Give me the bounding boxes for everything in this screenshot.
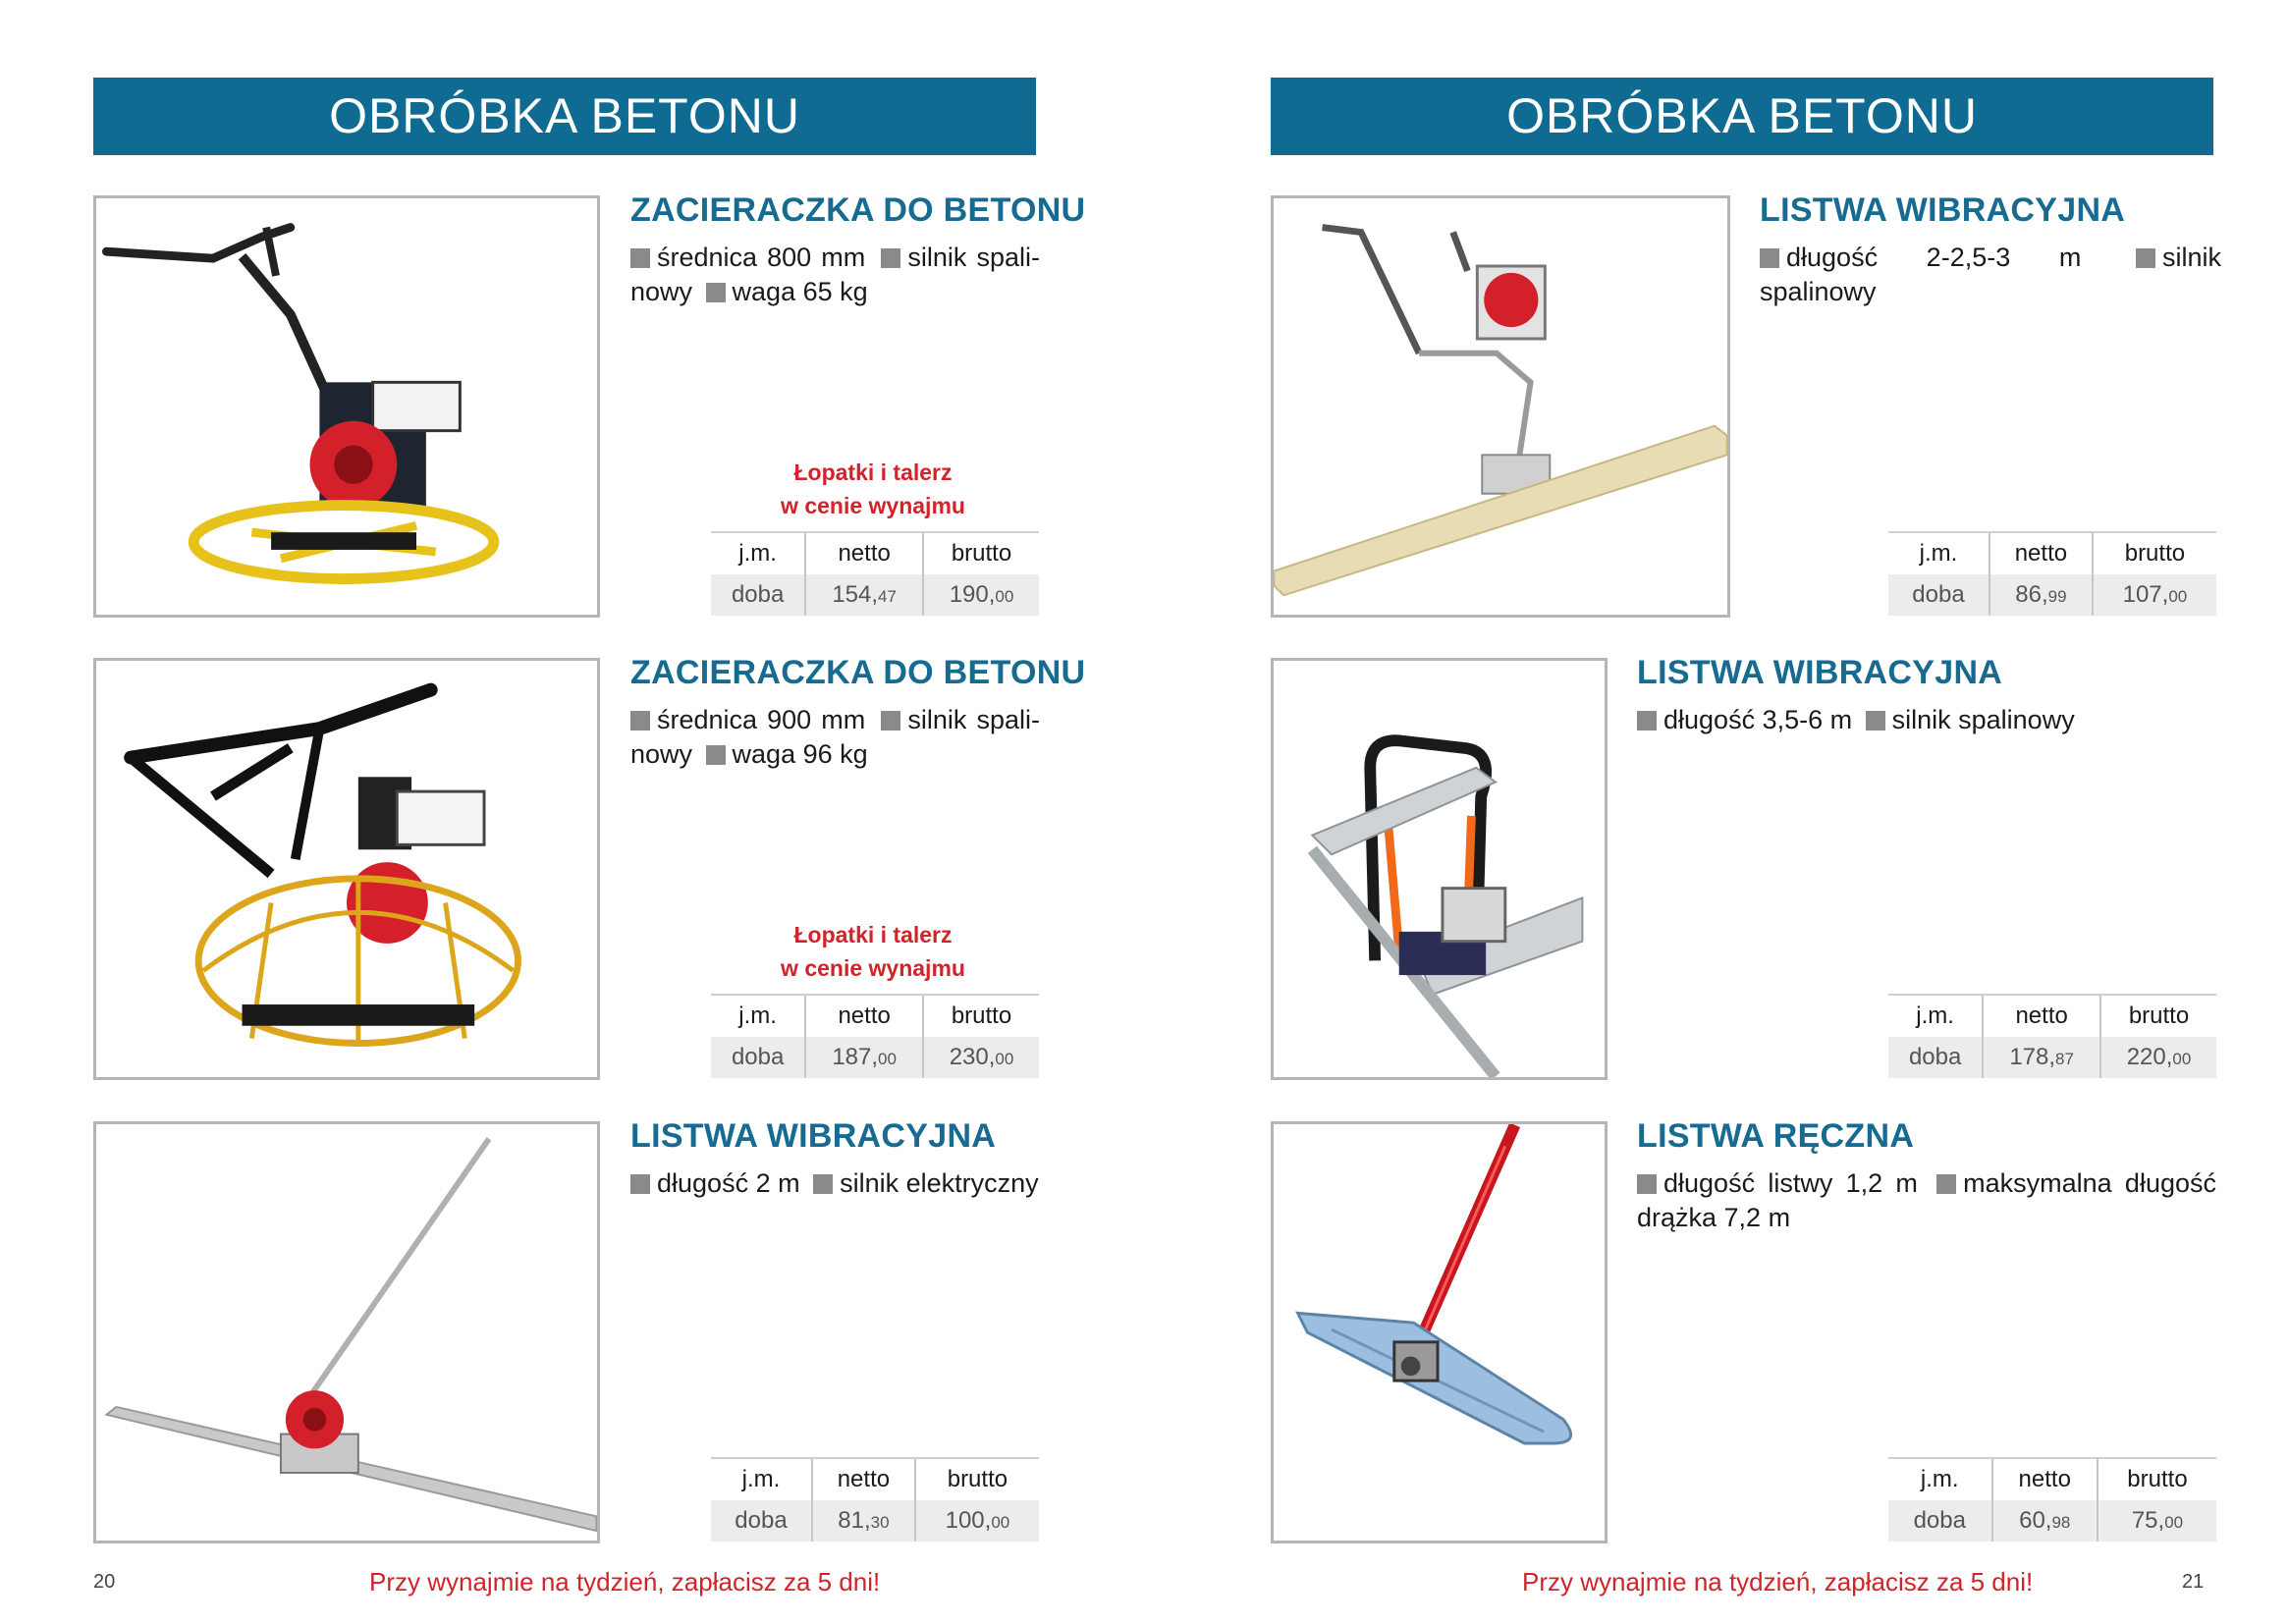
col-netto: netto xyxy=(812,1458,915,1500)
price-row xyxy=(711,1500,1039,1542)
product-features xyxy=(630,241,1040,309)
price-table xyxy=(1888,994,2216,1078)
price-unit: doba xyxy=(1888,574,1989,616)
product-image-screed-petrol-small xyxy=(1271,195,1730,618)
col-unit: j.m. xyxy=(1888,995,1983,1037)
price-netto: 187,00 xyxy=(805,1037,923,1078)
bullet-square-icon xyxy=(813,1174,833,1194)
bullet-square-icon xyxy=(706,745,726,765)
price-row xyxy=(711,1037,1039,1078)
col-netto: netto xyxy=(1992,1458,2098,1500)
page-header-banner xyxy=(93,78,1036,155)
promo-line: Łopatki i talerz xyxy=(793,460,953,485)
product-features xyxy=(1637,703,2128,737)
col-unit: j.m. xyxy=(1888,1458,1992,1500)
col-netto: netto xyxy=(1983,995,2100,1037)
bullet-square-icon xyxy=(706,283,726,302)
col-brutto: brutto xyxy=(915,1458,1039,1500)
col-netto: netto xyxy=(805,532,923,574)
product-title: ZACIERACZKA DO BETONU xyxy=(630,191,1086,229)
bullet-square-icon xyxy=(881,248,900,268)
feature-text: silnik spalinowy xyxy=(1760,243,2221,306)
product-title: LISTWA WIBRACYJNA xyxy=(1760,191,2126,229)
footer-note: Przy wynajmie na tydzień, zapłacisz za 5 dni! xyxy=(369,1567,881,1597)
feature-text: silnik spali-nowy xyxy=(630,243,1040,306)
bullet-square-icon xyxy=(2136,248,2155,268)
price-brutto: 107,00 xyxy=(2093,574,2216,616)
price-unit: doba xyxy=(1888,1500,1992,1542)
col-unit: j.m. xyxy=(711,532,805,574)
feature-text: silnik spali-nowy xyxy=(630,705,1040,769)
price-brutto: 75,00 xyxy=(2098,1500,2216,1542)
price-table xyxy=(711,531,1039,616)
price-brutto: 190,00 xyxy=(923,574,1039,616)
price-row xyxy=(1888,1500,2216,1542)
bullet-square-icon xyxy=(1637,1174,1657,1194)
price-row xyxy=(1888,574,2216,616)
bullet-square-icon xyxy=(1637,711,1657,731)
page-header-banner xyxy=(1271,78,2213,155)
product-image-power-trowel-900 xyxy=(93,658,600,1080)
promo-line: w cenie wynajmu xyxy=(781,955,965,981)
feature-text: długość listwy 1,2 m xyxy=(1663,1168,1918,1198)
product-features xyxy=(1760,241,2221,309)
feature-text: waga 65 kg xyxy=(732,277,868,306)
price-netto: 81,30 xyxy=(812,1500,915,1542)
feature-text: długość 3,5-6 m xyxy=(1663,705,1853,734)
product-features xyxy=(1637,1166,2216,1235)
col-brutto: brutto xyxy=(2093,532,2216,574)
price-brutto: 230,00 xyxy=(923,1037,1039,1078)
price-netto: 86,99 xyxy=(1989,574,2093,616)
feature-text: długość 2-2,5-3 m xyxy=(1786,243,2082,272)
price-netto: 60,98 xyxy=(1992,1500,2098,1542)
product-image-power-trowel-800 xyxy=(93,195,600,618)
price-netto: 178,87 xyxy=(1983,1037,2100,1078)
product-image-screed-electric xyxy=(93,1121,600,1543)
feature-text: silnik elektryczny xyxy=(840,1168,1039,1198)
feature-text: maksymalna długość drążka 7,2 m xyxy=(1637,1168,2216,1232)
promo-note xyxy=(711,456,1035,522)
price-table-header xyxy=(1888,1458,2216,1500)
col-unit: j.m. xyxy=(1888,532,1989,574)
price-table xyxy=(711,1457,1039,1542)
feature-text: średnica 800 mm xyxy=(657,243,866,272)
product-image-screed-petrol-large xyxy=(1271,658,1608,1080)
price-unit: doba xyxy=(711,574,805,616)
col-netto: netto xyxy=(805,995,923,1037)
product-title: LISTWA RĘCZNA xyxy=(1637,1117,1915,1155)
bullet-square-icon xyxy=(1866,711,1885,731)
price-row xyxy=(711,574,1039,616)
page-header-title: OBRÓBKA BETONU xyxy=(329,88,800,143)
product-features xyxy=(630,703,1040,772)
price-brutto: 100,00 xyxy=(915,1500,1039,1542)
bullet-square-icon xyxy=(1936,1174,1956,1194)
price-unit: doba xyxy=(711,1500,812,1542)
price-unit: doba xyxy=(711,1037,805,1078)
col-unit: j.m. xyxy=(711,1458,812,1500)
price-table-header xyxy=(1888,995,2216,1037)
col-netto: netto xyxy=(1989,532,2093,574)
product-title: LISTWA WIBRACYJNA xyxy=(630,1117,997,1155)
feature-text: waga 96 kg xyxy=(732,739,868,769)
col-brutto: brutto xyxy=(2098,1458,2216,1500)
product-image-hand-screed xyxy=(1271,1121,1608,1543)
price-unit: doba xyxy=(1888,1037,1983,1078)
page-number: 21 xyxy=(2182,1571,2205,1593)
col-brutto: brutto xyxy=(923,995,1039,1037)
col-unit: j.m. xyxy=(711,995,805,1037)
bullet-square-icon xyxy=(630,1174,650,1194)
product-title: LISTWA WIBRACYJNA xyxy=(1637,654,2003,691)
product-features xyxy=(630,1166,1053,1201)
price-table-header xyxy=(711,1458,1039,1500)
price-table-header xyxy=(711,532,1039,574)
promo-note xyxy=(711,918,1035,985)
price-table xyxy=(1888,1457,2216,1542)
bullet-square-icon xyxy=(630,711,650,731)
price-brutto: 220,00 xyxy=(2100,1037,2216,1078)
price-netto: 154,47 xyxy=(805,574,923,616)
price-table-header xyxy=(1888,532,2216,574)
price-table xyxy=(1888,531,2216,616)
bullet-square-icon xyxy=(881,711,900,731)
feature-text: średnica 900 mm xyxy=(657,705,866,734)
promo-line: w cenie wynajmu xyxy=(781,493,965,518)
price-row xyxy=(1888,1037,2216,1078)
bullet-square-icon xyxy=(630,248,650,268)
feature-text: długość 2 m xyxy=(657,1168,800,1198)
price-table-header xyxy=(711,995,1039,1037)
footer-note: Przy wynajmie na tydzień, zapłacisz za 5 dni! xyxy=(1522,1567,2034,1597)
page-header-title: OBRÓBKA BETONU xyxy=(1506,88,1978,143)
feature-text: silnik spalinowy xyxy=(1891,705,2075,734)
col-brutto: brutto xyxy=(923,532,1039,574)
bullet-square-icon xyxy=(1760,248,1779,268)
promo-line: Łopatki i talerz xyxy=(793,922,953,947)
price-table xyxy=(711,994,1039,1078)
page-number: 20 xyxy=(93,1571,116,1593)
product-title: ZACIERACZKA DO BETONU xyxy=(630,654,1086,691)
col-brutto: brutto xyxy=(2100,995,2216,1037)
